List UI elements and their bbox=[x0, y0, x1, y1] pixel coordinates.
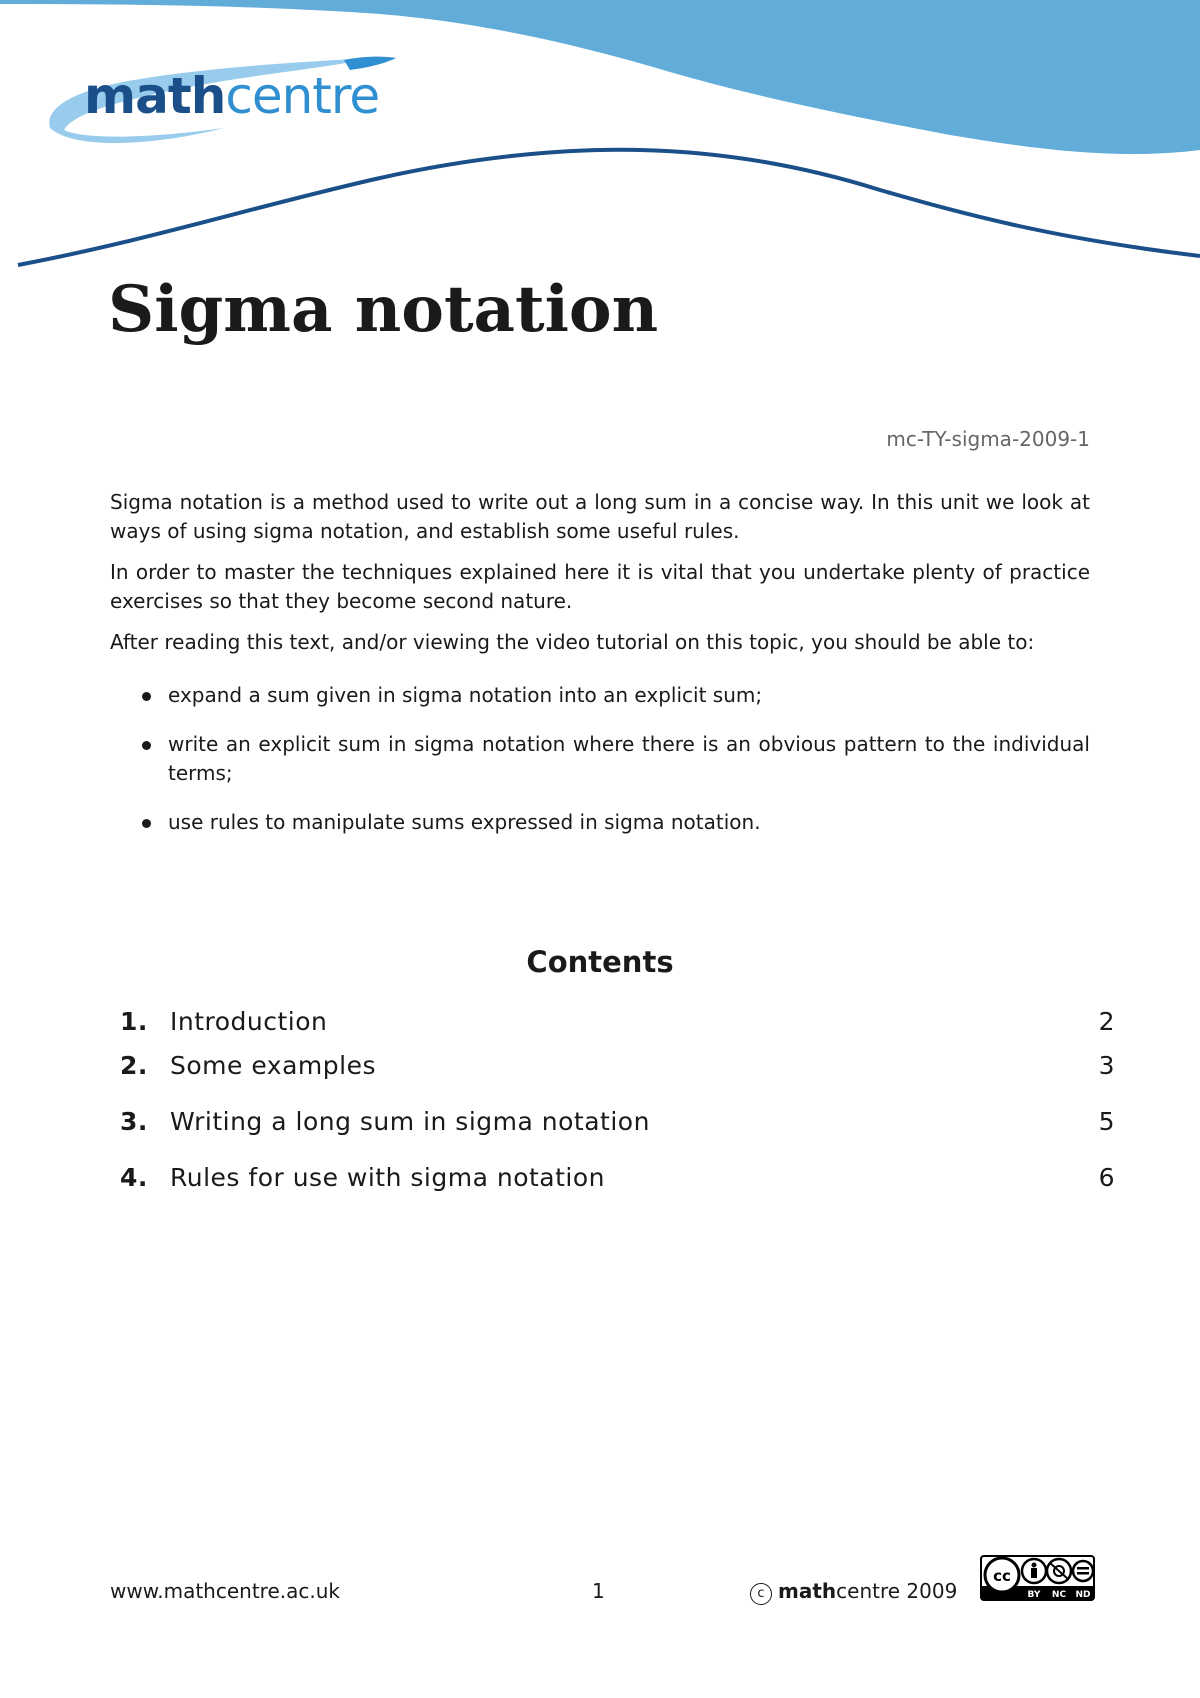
toc-title: Some examples bbox=[170, 1051, 376, 1080]
header-wave-line bbox=[18, 150, 1200, 265]
toc-page-number: 3 bbox=[1098, 1051, 1115, 1080]
bullet-icon bbox=[142, 692, 151, 701]
objective-text: write an explicit sum in sigma notation where there is an obvious pattern to the individual terms; bbox=[168, 732, 1090, 785]
cc-by-label: BY bbox=[1027, 1590, 1041, 1600]
objective-text: use rules to manipulate sums expressed in sigma notation. bbox=[168, 810, 761, 834]
document-code: mc-TY-sigma-2009-1 bbox=[886, 427, 1090, 451]
bullet-icon bbox=[142, 741, 151, 750]
toc-number: 1. bbox=[120, 1007, 148, 1036]
bullet-icon bbox=[142, 819, 151, 828]
cc-nd-label: ND bbox=[1075, 1590, 1091, 1600]
objective-item bbox=[138, 730, 1090, 788]
objective-item bbox=[138, 808, 1090, 837]
copyright-rest-text: centre 2009 bbox=[836, 1579, 958, 1603]
objective-item bbox=[138, 681, 1090, 710]
table-of-contents bbox=[120, 1000, 1115, 1200]
toc-entry-some-examples[interactable] bbox=[120, 1044, 1115, 1100]
toc-title: Writing a long sum in sigma notation bbox=[170, 1107, 650, 1136]
toc-page-number: 2 bbox=[1098, 1007, 1115, 1036]
toc-entry-rules[interactable] bbox=[120, 1156, 1115, 1200]
toc-entry-introduction[interactable] bbox=[120, 1000, 1115, 1044]
creative-commons-license-icon[interactable] bbox=[980, 1555, 1095, 1601]
objective-text: expand a sum given in sigma notation into an explicit sum; bbox=[168, 683, 763, 707]
toc-page-number: 6 bbox=[1098, 1163, 1115, 1192]
toc-page-number: 5 bbox=[1098, 1107, 1115, 1136]
logo-centre-text: centre bbox=[225, 67, 380, 125]
logo-wordmark bbox=[84, 66, 379, 126]
copyright-math-text: math bbox=[778, 1579, 837, 1603]
page-title: Sigma notation bbox=[108, 272, 659, 347]
mathcentre-logo bbox=[44, 50, 404, 150]
intro-paragraph: After reading this text, and/or viewing the video tutorial on this topic, you should be able to: bbox=[110, 630, 1035, 654]
logo-math-text: math bbox=[84, 67, 226, 125]
footer-page-number: 1 bbox=[592, 1579, 605, 1603]
toc-title: Rules for use with sigma notation bbox=[170, 1163, 606, 1192]
toc-entry-writing-long-sum[interactable] bbox=[120, 1100, 1115, 1156]
copyright-icon: c bbox=[750, 1583, 772, 1605]
toc-title: Introduction bbox=[170, 1007, 328, 1036]
cc-nc-label: NC bbox=[1051, 1590, 1067, 1600]
objectives-list bbox=[110, 681, 1090, 837]
footer-copyright bbox=[750, 1579, 957, 1605]
page-footer bbox=[110, 1555, 1095, 1605]
footer-website-link[interactable]: www.mathcentre.ac.uk bbox=[110, 1579, 340, 1603]
toc-number: 2. bbox=[120, 1051, 148, 1080]
intro-section bbox=[110, 488, 1090, 857]
toc-number: 3. bbox=[120, 1107, 148, 1136]
toc-number: 4. bbox=[120, 1163, 148, 1192]
intro-paragraph: Sigma notation is a method used to write out a long sum in a concise way. In this unit we look at ways of using sigma notation, and establish some useful rules. bbox=[110, 490, 1090, 543]
cc-label: cc bbox=[993, 1567, 1011, 1585]
intro-paragraph: In order to master the techniques explained here it is vital that you undertake plenty of practice exercises so that they become second nature. bbox=[110, 560, 1090, 613]
contents-heading: Contents bbox=[526, 945, 674, 979]
